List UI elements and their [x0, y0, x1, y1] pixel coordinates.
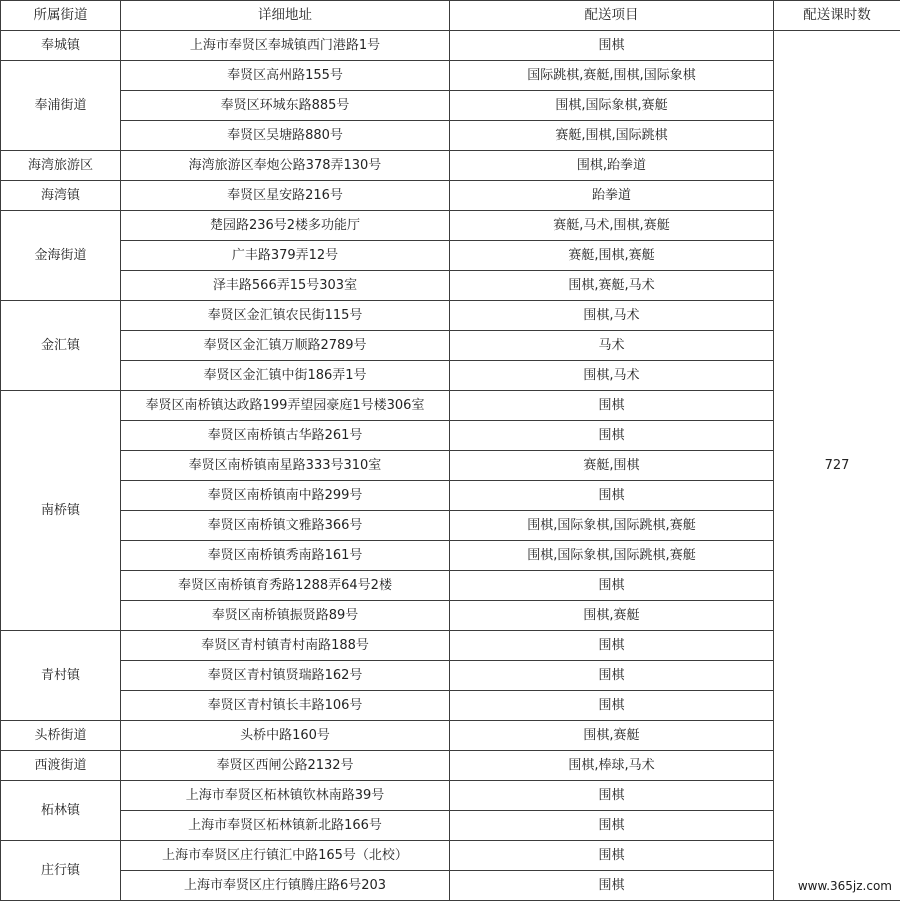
- project-cell: 围棋,棒球,马术: [450, 751, 774, 781]
- project-cell: 围棋,国际象棋,赛艇: [450, 91, 774, 121]
- table-row: [1, 361, 900, 391]
- district-cell: 海湾旅游区: [1, 151, 121, 181]
- table-row: [1, 331, 900, 361]
- table-row: [1, 631, 900, 661]
- district-cell: 头桥街道: [1, 721, 121, 751]
- table-row: [1, 421, 900, 451]
- project-cell: 围棋: [450, 631, 774, 661]
- table-row: [1, 691, 900, 721]
- table-row: [1, 871, 900, 901]
- table-row: [1, 451, 900, 481]
- table-row: [1, 571, 900, 601]
- header-project: 配送项目: [450, 1, 774, 31]
- table-row: [1, 121, 900, 151]
- table-row: [1, 271, 900, 301]
- table-row: [1, 541, 900, 571]
- project-cell: 围棋,赛艇: [450, 601, 774, 631]
- district-cell: 金汇镇: [1, 301, 121, 391]
- table-row: [1, 211, 900, 241]
- project-cell: 围棋: [450, 661, 774, 691]
- table-row: [1, 841, 900, 871]
- project-cell: 围棋,国际象棋,国际跳棋,赛艇: [450, 511, 774, 541]
- district-cell: 奉城镇: [1, 31, 121, 61]
- address-cell: 广丰路379弄12号: [121, 241, 450, 271]
- project-cell: 围棋,马术: [450, 361, 774, 391]
- project-cell: 跆拳道: [450, 181, 774, 211]
- address-cell: 奉贤区青村镇贤瑞路162号: [121, 661, 450, 691]
- table-row: [1, 811, 900, 841]
- district-cell: 海湾镇: [1, 181, 121, 211]
- project-cell: 赛艇,马术,围棋,赛艇: [450, 211, 774, 241]
- address-cell: 奉贤区星安路216号: [121, 181, 450, 211]
- table-row: [1, 781, 900, 811]
- address-cell: 奉贤区南桥镇达政路199弄望园豪庭1号楼306室: [121, 391, 450, 421]
- table-row: [1, 661, 900, 691]
- project-cell: 围棋: [450, 691, 774, 721]
- address-cell: 上海市奉贤区庄行镇汇中路165号（北校）: [121, 841, 450, 871]
- district-cell: 柘林镇: [1, 781, 121, 841]
- project-cell: 围棋: [450, 871, 774, 901]
- address-cell: 奉贤区南桥镇文雅路366号: [121, 511, 450, 541]
- project-cell: 围棋: [450, 781, 774, 811]
- address-cell: 奉贤区西闸公路2132号: [121, 751, 450, 781]
- address-cell: 奉贤区南桥镇南星路333号310室: [121, 451, 450, 481]
- header-row: [1, 1, 900, 31]
- project-cell: 围棋: [450, 31, 774, 61]
- table-row: [1, 301, 900, 331]
- table-row: [1, 91, 900, 121]
- project-cell: 围棋: [450, 571, 774, 601]
- header-hours: 配送课时数: [774, 1, 900, 31]
- table-row: [1, 751, 900, 781]
- table-row: [1, 181, 900, 211]
- address-cell: 奉贤区金汇镇万顺路2789号: [121, 331, 450, 361]
- address-cell: 海湾旅游区奉炮公路378弄130号: [121, 151, 450, 181]
- project-cell: 赛艇,围棋,国际跳棋: [450, 121, 774, 151]
- project-cell: 围棋: [450, 421, 774, 451]
- table-row: [1, 241, 900, 271]
- district-cell: 金海街道: [1, 211, 121, 301]
- district-cell: 庄行镇: [1, 841, 121, 901]
- project-cell: 赛艇,围棋: [450, 451, 774, 481]
- district-cell: 青村镇: [1, 631, 121, 721]
- address-cell: 上海市奉贤区奉城镇西门港路1号: [121, 31, 450, 61]
- project-cell: 围棋,赛艇,马术: [450, 271, 774, 301]
- project-cell: 围棋: [450, 811, 774, 841]
- address-cell: 奉贤区南桥镇南中路299号: [121, 481, 450, 511]
- address-cell: 奉贤区南桥镇育秀路1288弄64号2楼: [121, 571, 450, 601]
- project-cell: 围棋,马术: [450, 301, 774, 331]
- address-cell: 奉贤区金汇镇农民街115号: [121, 301, 450, 331]
- address-cell: 楚园路236号2楼多功能厅: [121, 211, 450, 241]
- address-cell: 奉贤区南桥镇振贤路89号: [121, 601, 450, 631]
- header-address: 详细地址: [121, 1, 450, 31]
- address-cell: 奉贤区青村镇长丰路106号: [121, 691, 450, 721]
- project-cell: 围棋: [450, 841, 774, 871]
- watermark: www.365jz.com: [797, 879, 892, 893]
- address-cell: 上海市奉贤区柘林镇新北路166号: [121, 811, 450, 841]
- table-row: [1, 31, 900, 61]
- address-cell: 奉贤区高州路155号: [121, 61, 450, 91]
- address-cell: 奉贤区青村镇青村南路188号: [121, 631, 450, 661]
- project-cell: 国际跳棋,赛艇,围棋,国际象棋: [450, 61, 774, 91]
- project-cell: 马术: [450, 331, 774, 361]
- project-cell: 围棋,国际象棋,国际跳棋,赛艇: [450, 541, 774, 571]
- table-row: [1, 481, 900, 511]
- address-cell: 头桥中路160号: [121, 721, 450, 751]
- address-cell: 奉贤区环城东路885号: [121, 91, 450, 121]
- table-row: [1, 61, 900, 91]
- project-cell: 围棋: [450, 391, 774, 421]
- project-cell: 围棋,跆拳道: [450, 151, 774, 181]
- district-cell: 奉浦街道: [1, 61, 121, 151]
- table-row: [1, 511, 900, 541]
- address-cell: 奉贤区金汇镇中街186弄1号: [121, 361, 450, 391]
- header-district: 所属街道: [1, 1, 121, 31]
- address-cell: 上海市奉贤区庄行镇腾庄路6号203: [121, 871, 450, 901]
- district-cell: 南桥镇: [1, 391, 121, 631]
- address-cell: 上海市奉贤区柘林镇钦林南路39号: [121, 781, 450, 811]
- project-cell: 围棋: [450, 481, 774, 511]
- total-hours-cell: 727: [774, 31, 900, 901]
- table-row: [1, 391, 900, 421]
- district-cell: 西渡街道: [1, 751, 121, 781]
- table-row: [1, 601, 900, 631]
- project-cell: 赛艇,围棋,赛艇: [450, 241, 774, 271]
- address-cell: 奉贤区南桥镇古华路261号: [121, 421, 450, 451]
- address-cell: 奉贤区南桥镇秀南路161号: [121, 541, 450, 571]
- table-row: [1, 721, 900, 751]
- address-cell: 泽丰路566弄15号303室: [121, 271, 450, 301]
- project-cell: 围棋,赛艇: [450, 721, 774, 751]
- address-cell: 奉贤区吴塘路880号: [121, 121, 450, 151]
- table-row: [1, 151, 900, 181]
